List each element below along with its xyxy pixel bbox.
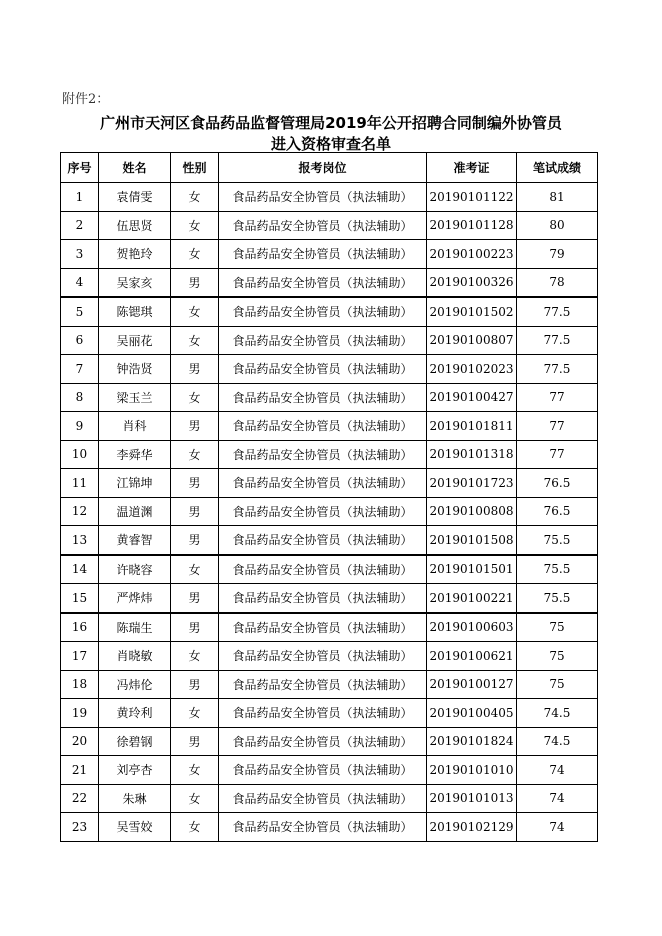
- cell-position: 食品药品安全协管员（执法辅助）: [219, 642, 427, 671]
- cell-name: 温道渊: [99, 497, 171, 526]
- cell-ticket: 20190101723: [427, 469, 517, 498]
- cell-index: 16: [61, 613, 99, 642]
- cell-gender: 男: [171, 412, 219, 441]
- cell-index: 9: [61, 412, 99, 441]
- cell-gender: 男: [171, 727, 219, 756]
- cell-ticket: 20190101128: [427, 211, 517, 240]
- cell-name: 吴丽花: [99, 326, 171, 355]
- cell-score: 77.5: [517, 355, 598, 384]
- cell-gender: 男: [171, 526, 219, 555]
- cell-index: 15: [61, 584, 99, 613]
- cell-name: 袁倩雯: [99, 183, 171, 212]
- cell-ticket: 20190100223: [427, 240, 517, 269]
- cell-index: 23: [61, 813, 99, 842]
- attachment-label: 附件2：: [62, 92, 110, 107]
- cell-name: 肖晓敏: [99, 642, 171, 671]
- cell-ticket: 20190100427: [427, 383, 517, 412]
- cell-index: 17: [61, 642, 99, 671]
- cell-score: 74.5: [517, 727, 598, 756]
- table-row: [61, 670, 598, 699]
- cell-ticket: 20190102023: [427, 355, 517, 384]
- cell-position: 食品药品安全协管员（执法辅助）: [219, 670, 427, 699]
- cell-score: 77: [517, 412, 598, 441]
- cell-gender: 女: [171, 440, 219, 469]
- cell-gender: 女: [171, 240, 219, 269]
- cell-position: 食品药品安全协管员（执法辅助）: [219, 183, 427, 212]
- cell-ticket: 20190100127: [427, 670, 517, 699]
- cell-index: 4: [61, 268, 99, 297]
- cell-index: 13: [61, 526, 99, 555]
- cell-name: 黄玲利: [99, 699, 171, 728]
- table-row: [61, 497, 598, 526]
- cell-score: 79: [517, 240, 598, 269]
- cell-score: 74: [517, 813, 598, 842]
- cell-gender: 男: [171, 355, 219, 384]
- cell-score: 77.5: [517, 297, 598, 326]
- table-row: [61, 469, 598, 498]
- cell-score: 78: [517, 268, 598, 297]
- cell-ticket: 20190101013: [427, 784, 517, 813]
- cell-index: 18: [61, 670, 99, 699]
- cell-score: 77: [517, 440, 598, 469]
- cell-index: 8: [61, 383, 99, 412]
- table-row: [61, 727, 598, 756]
- cell-position: 食品药品安全协管员（执法辅助）: [219, 412, 427, 441]
- table-row: [61, 440, 598, 469]
- cell-name: 吴雪姣: [99, 813, 171, 842]
- cell-gender: 女: [171, 297, 219, 326]
- cell-position: 食品药品安全协管员（执法辅助）: [219, 526, 427, 555]
- cell-name: 徐碧钢: [99, 727, 171, 756]
- cell-gender: 女: [171, 211, 219, 240]
- cell-gender: 女: [171, 555, 219, 584]
- cell-name: 黄睿智: [99, 526, 171, 555]
- cell-position: 食品药品安全协管员（执法辅助）: [219, 497, 427, 526]
- cell-gender: 男: [171, 670, 219, 699]
- column-header-ticket: 准考证: [427, 153, 517, 183]
- cell-ticket: 20190100621: [427, 642, 517, 671]
- cell-ticket: 20190102129: [427, 813, 517, 842]
- cell-gender: 女: [171, 756, 219, 785]
- cell-position: 食品药品安全协管员（执法辅助）: [219, 440, 427, 469]
- cell-gender: 女: [171, 183, 219, 212]
- cell-position: 食品药品安全协管员（执法辅助）: [219, 297, 427, 326]
- cell-position: 食品药品安全协管员（执法辅助）: [219, 784, 427, 813]
- column-header-gender: 性别: [171, 153, 219, 183]
- cell-ticket: 20190101508: [427, 526, 517, 555]
- column-header-index: 序号: [61, 153, 99, 183]
- cell-ticket: 20190101010: [427, 756, 517, 785]
- cell-score: 74: [517, 784, 598, 813]
- table-row: [61, 784, 598, 813]
- cell-index: 11: [61, 469, 99, 498]
- cell-position: 食品药品安全协管员（执法辅助）: [219, 727, 427, 756]
- cell-index: 3: [61, 240, 99, 269]
- cell-position: 食品药品安全协管员（执法辅助）: [219, 699, 427, 728]
- column-header-name: 姓名: [99, 153, 171, 183]
- cell-name: 李舜华: [99, 440, 171, 469]
- cell-index: 7: [61, 355, 99, 384]
- cell-name: 陈锶琪: [99, 297, 171, 326]
- cell-ticket: 20190101318: [427, 440, 517, 469]
- table-body: [61, 183, 598, 842]
- cell-name: 伍思贤: [99, 211, 171, 240]
- cell-score: 80: [517, 211, 598, 240]
- cell-index: 5: [61, 297, 99, 326]
- cell-name: 冯炜伦: [99, 670, 171, 699]
- cell-score: 74: [517, 756, 598, 785]
- cell-index: 12: [61, 497, 99, 526]
- cell-gender: 女: [171, 326, 219, 355]
- cell-position: 食品药品安全协管员（执法辅助）: [219, 240, 427, 269]
- table-row: [61, 813, 598, 842]
- cell-gender: 男: [171, 469, 219, 498]
- cell-index: 1: [61, 183, 99, 212]
- cell-score: 81: [517, 183, 598, 212]
- table-row: [61, 642, 598, 671]
- cell-index: 21: [61, 756, 99, 785]
- cell-index: 22: [61, 784, 99, 813]
- cell-ticket: 20190101824: [427, 727, 517, 756]
- cell-position: 食品药品安全协管员（执法辅助）: [219, 613, 427, 642]
- table-row: [61, 383, 598, 412]
- column-header-position: 报考岗位: [219, 153, 427, 183]
- table-row: [61, 211, 598, 240]
- cell-index: 2: [61, 211, 99, 240]
- cell-index: 6: [61, 326, 99, 355]
- table-row: [61, 526, 598, 555]
- cell-name: 陈瑞生: [99, 613, 171, 642]
- cell-gender: 女: [171, 383, 219, 412]
- table-row: [61, 584, 598, 613]
- cell-score: 75.5: [517, 555, 598, 584]
- cell-index: 14: [61, 555, 99, 584]
- cell-name: 贺艳玲: [99, 240, 171, 269]
- cell-gender: 男: [171, 584, 219, 613]
- table-row: [61, 756, 598, 785]
- cell-ticket: 20190100807: [427, 326, 517, 355]
- cell-score: 76.5: [517, 469, 598, 498]
- cell-position: 食品药品安全协管员（执法辅助）: [219, 326, 427, 355]
- cell-gender: 男: [171, 497, 219, 526]
- cell-name: 刘亭杏: [99, 756, 171, 785]
- cell-position: 食品药品安全协管员（执法辅助）: [219, 355, 427, 384]
- table-row: [61, 240, 598, 269]
- document-title: 广州市天河区食品药品监督管理局2019年公开招聘合同制编外协管员: [100, 114, 562, 132]
- cell-name: 梁玉兰: [99, 383, 171, 412]
- cell-position: 食品药品安全协管员（执法辅助）: [219, 813, 427, 842]
- cell-gender: 男: [171, 268, 219, 297]
- cell-position: 食品药品安全协管员（执法辅助）: [219, 469, 427, 498]
- cell-score: 75.5: [517, 584, 598, 613]
- table-row: [61, 297, 598, 326]
- cell-score: 74.5: [517, 699, 598, 728]
- cell-ticket: 20190101501: [427, 555, 517, 584]
- table-row: [61, 555, 598, 584]
- cell-score: 75: [517, 670, 598, 699]
- candidate-table: [60, 152, 598, 842]
- cell-index: 19: [61, 699, 99, 728]
- cell-name: 朱琳: [99, 784, 171, 813]
- cell-gender: 男: [171, 613, 219, 642]
- cell-score: 75.5: [517, 526, 598, 555]
- cell-ticket: 20190100405: [427, 699, 517, 728]
- table-row: [61, 183, 598, 212]
- table-row: [61, 412, 598, 441]
- cell-position: 食品药品安全协管员（执法辅助）: [219, 584, 427, 613]
- cell-score: 77: [517, 383, 598, 412]
- cell-name: 肖科: [99, 412, 171, 441]
- cell-score: 76.5: [517, 497, 598, 526]
- cell-ticket: 20190100326: [427, 268, 517, 297]
- cell-name: 钟浩贤: [99, 355, 171, 384]
- table-row: [61, 613, 598, 642]
- cell-gender: 女: [171, 642, 219, 671]
- table-row: [61, 699, 598, 728]
- cell-position: 食品药品安全协管员（执法辅助）: [219, 555, 427, 584]
- cell-gender: 女: [171, 813, 219, 842]
- table-row: [61, 326, 598, 355]
- cell-ticket: 20190101502: [427, 297, 517, 326]
- cell-gender: 女: [171, 784, 219, 813]
- table-row: [61, 355, 598, 384]
- cell-gender: 女: [171, 699, 219, 728]
- cell-position: 食品药品安全协管员（执法辅助）: [219, 268, 427, 297]
- cell-ticket: 20190100221: [427, 584, 517, 613]
- cell-name: 严烨炜: [99, 584, 171, 613]
- cell-ticket: 20190100808: [427, 497, 517, 526]
- cell-score: 75: [517, 642, 598, 671]
- cell-position: 食品药品安全协管员（执法辅助）: [219, 756, 427, 785]
- table-header-row: [61, 153, 598, 183]
- cell-ticket: 20190101811: [427, 412, 517, 441]
- cell-ticket: 20190100603: [427, 613, 517, 642]
- cell-position: 食品药品安全协管员（执法辅助）: [219, 211, 427, 240]
- cell-index: 20: [61, 727, 99, 756]
- document-subtitle: 进入资格审查名单: [270, 135, 391, 153]
- table-row: [61, 268, 598, 297]
- cell-score: 77.5: [517, 326, 598, 355]
- cell-name: 江锦坤: [99, 469, 171, 498]
- cell-index: 10: [61, 440, 99, 469]
- cell-name: 吴家亥: [99, 268, 171, 297]
- cell-name: 许晓容: [99, 555, 171, 584]
- cell-position: 食品药品安全协管员（执法辅助）: [219, 383, 427, 412]
- cell-ticket: 20190101122: [427, 183, 517, 212]
- cell-score: 75: [517, 613, 598, 642]
- column-header-score: 笔试成绩: [517, 153, 598, 183]
